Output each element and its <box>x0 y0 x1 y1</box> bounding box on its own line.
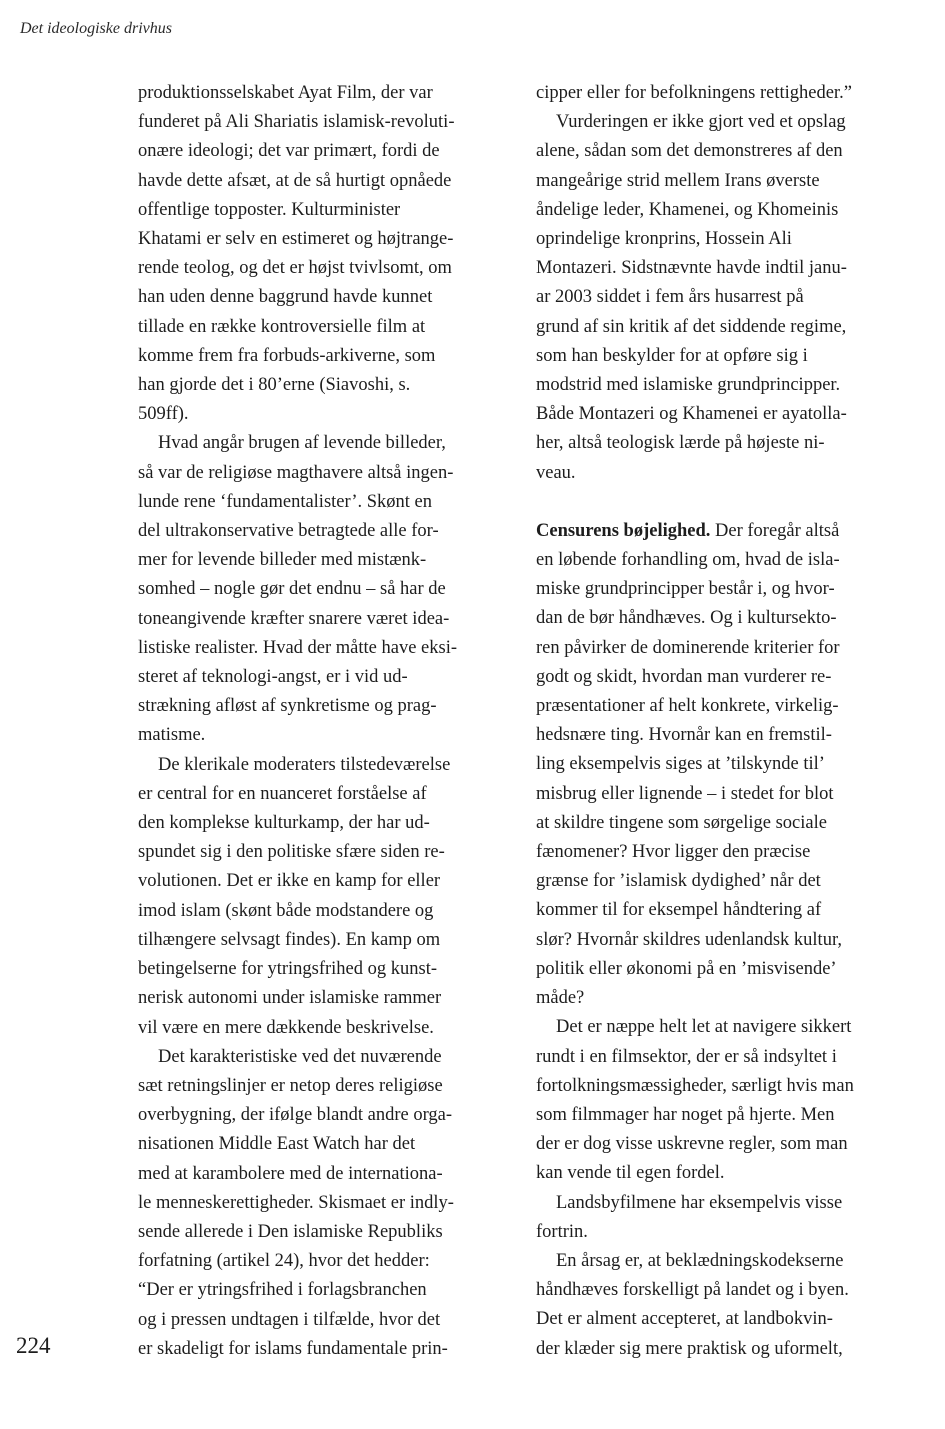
paragraph: Det karakteristiske ved det nuværende sæt retningslinjer er netop deres religiøse overbygning, der ifølge blandt andre orga- nisationen Middle East Watch har det med at karambolere med de internationa- le menneskerettigheder. Skismaet er indly- sende allerede i Den islamiske Republiks forfatning (artikel 24), hvor det hedder: “Der er ytringsfrihed i forlagsbranchen og i pressen undtagen i tilfælde, hvor det er skadeligt for islams fundamentale prin- <box>138 1046 454 1359</box>
paragraph: De klerikale moderaters tilstedeværelse er central for en nuanceret forståelse af den komplekse kulturkamp, der har ud- spundet sig i den politiske sfære siden re- volutionen. Det er ikke en kamp for eller imod islam (skønt både modstandere og tilhængere selvsagt findes). En kamp om betingelserne for ytringsfrihed og kunst- nerisk autonomi under islamiske rammer vil være en mere dækkende beskrivelse. <box>138 754 451 1038</box>
paragraph: Det er næppe helt let at navigere sikkert rundt i en filmsektor, der er så indsyltet i fortolkningsmæssigheder, særligt hvis man som filmmager har noget på hjerte. Men der er dog visse uskrevne regler, som man kan vende til egen fordel. <box>536 1017 854 1184</box>
page-number: 224 <box>16 1333 51 1358</box>
right-text-column <box>536 79 898 1364</box>
running-head: Det ideologiske drivhus <box>20 20 172 37</box>
paragraph: produktionsselskabet Ayat Film, der var funderet på Ali Shariatis islamisk-revoluti- onære ideologi; det var primært, fordi de havde dette afsæt, at de så hurtigt opnåede offentlige topposter. Kulturminister Khatami er selv en estimeret og højtrange- rende teolog, og det er højst tvivlsomt, om han uden denne baggrund havde kunnet tillade en række kontroversielle film at komme frem fra forbuds-arkiverne, som han gjorde det i 80’erne (Siavoshi, s. 509ff). <box>138 83 455 425</box>
paragraph: cipper eller for befolkningens rettigheder.” <box>536 83 852 103</box>
section-paragraph <box>536 517 898 1013</box>
section-heading: Censurens bøjelighed. <box>536 520 711 541</box>
paragraph: Vurderingen er ikke gjort ved et opslag alene, sådan som det demonstreres af den mangeårige strid mellem Irans øverste åndelige leder, Khamenei, og Khomeinis oprindelige kronprins, Hossein Ali Montazeri. Sidstnævnte havde indtil janu- ar 2003 siddet i fem års husarrest på grund af sin kritik af det siddende regime, som han beskylder for at opføre sig i modstrid med islamiske grundprincipper. Både Montazeri og Khamenei er ayatolla- her, altså teologisk lærde på højeste ni- veau. <box>536 112 847 483</box>
section-paragraph-text: Der foregår altså en løbende forhandling om, hvad de isla- miske grundprincipper består i, og hvor- dan de bør håndhæves. Og i kultursekto- ren påvirker de dominerende kriterier for godt og skidt, hvordan man vurderer re- præsentationer af helt konkrete, virkelig- hedsnære ting. Hvornår kan en fremstil- ling eksempelvis siges at ’tilskynde til’ misbrug eller lignende – i stedet for blot at skildre tingene som sørgelige sociale fænomener? Hvor ligger den præcise grænse for ’islamisk dydighed’ når det kommer til for eksempel håndtering af slør? Hvornår skildres udenlandsk kultur, politik eller økonomi på en ’misvisende’ måde? <box>536 520 842 1009</box>
paragraph: En årsag er, at beklædningskodekserne håndhæves forskelligt på landet og i byen. Det er alment accepteret, at landbokvin- der klæder sig mere praktisk og uformelt, <box>536 1250 849 1359</box>
paragraph: Landsbyfilmene har eksempelvis visse fortrin. <box>536 1192 843 1242</box>
paragraph: Hvad angår brugen af levende billeder, så var de religiøse magthavere altså ingen- lunde rene ‘fundamentalister’. Skønt en del ultrakonservative betragtede alle for- mer for levende billeder med mistænk- somhed – nogle gør det endnu – så har de toneangivende kræfter snarere været idea- listiske realister. Hvad der måtte have eksi- steret af teknologi-angst, er i vid ud- strækning afløst af synkretisme og prag- matisme. <box>138 433 458 746</box>
left-text-column <box>138 79 516 1364</box>
